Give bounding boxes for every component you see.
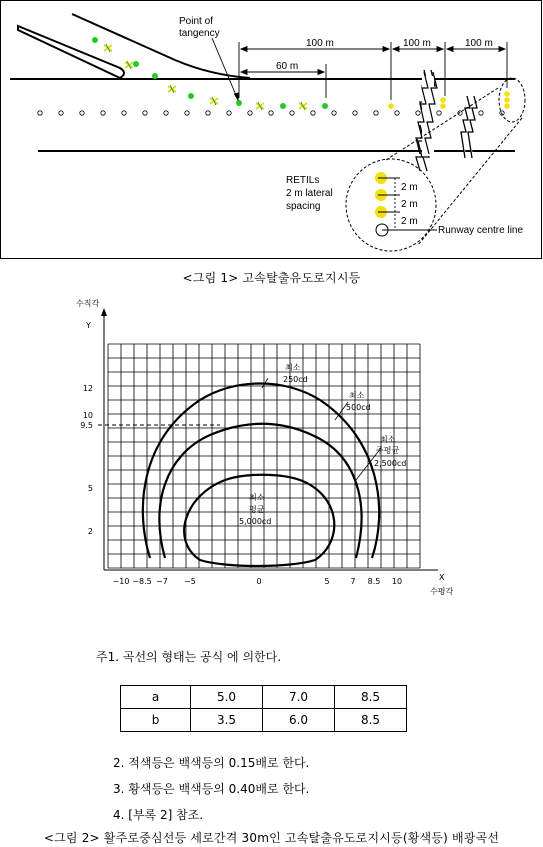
contour-5000-sub: 평균 [249,505,265,514]
distance-100m-label-2: 100 m [403,38,431,49]
distance-100m-label: 100 m [306,38,334,49]
x-tick: 0 [256,577,262,586]
taxiway-centreline-lights [92,37,328,110]
y-axis-title: 수직각 [76,299,100,308]
centreline-lights [38,111,504,115]
table-cell: 8.5 [335,709,407,732]
spacing-label-3: 2 m [401,216,418,227]
contour-2500-sub: 주평균 [376,446,400,455]
contour-5000-label: 최소 [249,493,265,502]
retils-label-3: spacing [286,201,321,212]
note-2: 2. 적색등은 백색등의 0.15배로 한다. [113,756,310,770]
contour-2500-label: 최소 [380,435,396,444]
spacing-label-1: 2 m [401,182,418,193]
table-cell: 5.0 [191,686,263,709]
taxiway-nose [18,26,124,78]
table-cell: b [121,709,191,732]
note-3: 3. 황색등은 백색등의 0.40배로 한다. [113,782,310,796]
point-of-tangency-label-2: tangency [179,28,220,39]
retil-marks [388,91,510,109]
note-1: 주1. 곡선의 형태는 공식 에 의한다. [96,650,282,664]
y-tick: 2 [87,527,93,536]
chart-grid [108,344,420,568]
x-tick: 8.5 [367,577,381,586]
table-row [121,686,407,709]
y-tick: 10 [82,411,93,420]
table-cell: 8.5 [335,686,407,709]
table-cell: a [121,686,191,709]
note-4: 4. [부록 2] 참조. [113,808,204,822]
y-tick: 5 [87,484,93,493]
x-axis-title: 수평각 [430,587,454,596]
point-of-tangency-label: Point of [179,16,213,27]
figure-1 [0,0,543,260]
y-tick: 12 [82,384,93,393]
contour-250-label: 최소 [285,363,301,372]
figure-2 [0,290,543,610]
x-tick: 7 [350,577,356,586]
x-axis-letter: X [439,573,445,582]
dimension-lines [212,38,507,100]
table-cell: 3.5 [191,709,263,732]
distance-100m-label-3: 100 m [465,38,493,49]
x-tick: −5 [184,577,196,586]
contour-250cd [143,384,379,559]
spacing-label-2: 2 m [401,199,418,210]
contour-500-label: 최소 [349,391,365,400]
x-tick: 10 [391,577,403,586]
retils-label: RETILs [286,175,320,186]
y-axis-arrow [101,308,107,316]
table-row [121,709,407,732]
distance-60m-label: 60 m [276,61,299,72]
y-tick: 9.5 [80,421,93,430]
x-tick: −7 [156,577,168,586]
figure-1-caption: <그림 1> 고속탈출유도로지시등 [182,271,361,285]
x-tick: −10 [112,577,130,586]
contour-250-value: 250cd [283,375,308,384]
retils-label-2: 2 m lateral [286,188,333,199]
contour-500-value: 500cd [346,403,371,412]
y-axis-letter: Y [86,321,91,330]
coefficient-table [120,685,407,732]
table-cell: 6.0 [263,709,335,732]
table-cell: 7.0 [263,686,335,709]
figure-1-border [1,1,542,259]
runway-centre-line-label: Runway centre line [438,225,524,236]
detail-callout-large [346,159,436,251]
isocandela-contours [143,384,379,567]
contour-2500-value: 2,500cd [374,459,407,468]
x-tick: −8.5 [132,577,152,586]
figure-2-caption: <그림 2> 활주로중심선등 세로간격 30m인 고속탈출유도로지시등(황색등) 배광곡선 [43,831,500,845]
taxiway-edge-upper [72,14,175,60]
x-tick: 5 [324,577,330,586]
contour-5000-value: 5,000cd [239,517,272,526]
